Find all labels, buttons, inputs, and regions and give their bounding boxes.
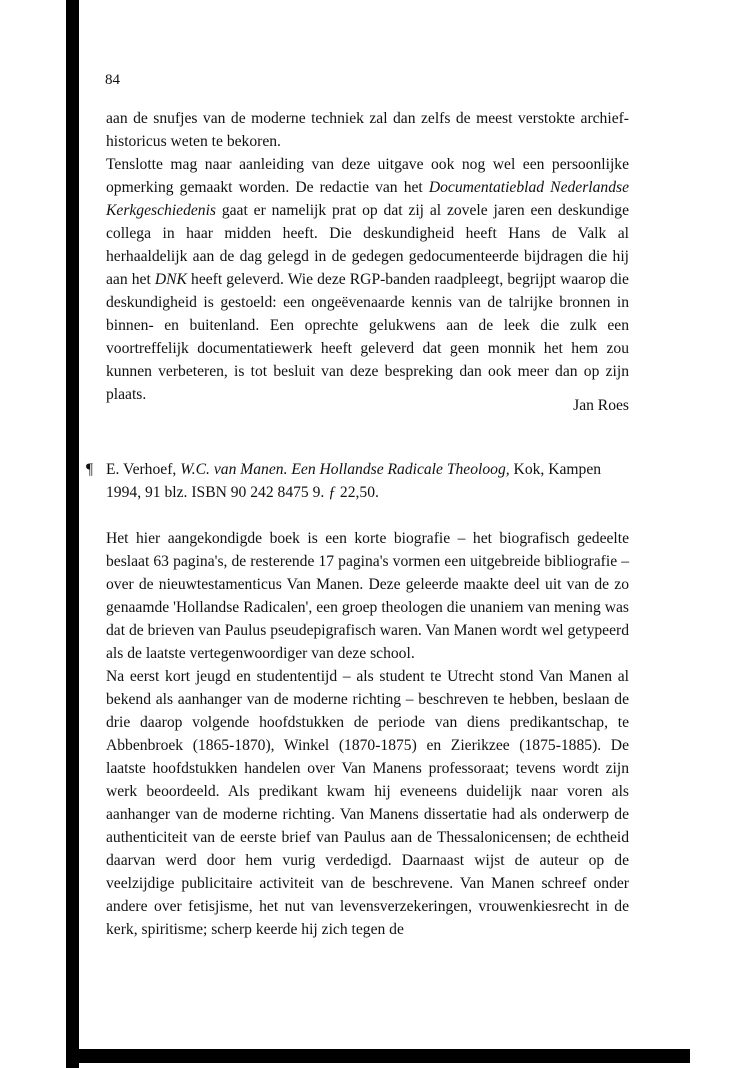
journal-title: Documentatieblad Nederlandse Kerkgeschiedenis (106, 179, 629, 219)
book-price: 22,50. (336, 484, 379, 501)
paragraph-2-text-c: heeft geleverd. Wie deze RGP-banden raadpleegt, begrijpt waarop die deskundigheid is gestoeld: een ongeëvenaarde kennis van de talrijke bronnen in binnen- en buitenland. Een oprechte gelukwens aan de leek die zulk een voortreffelijk documentatiewerk heeft geleverd dat geen monnik het hem zou kunnen verbeteren, is tot besluit van deze bespreking dan ook meer dan op zijn plaats. (106, 271, 629, 403)
page-number: 84 (105, 72, 120, 88)
previous-review (106, 107, 629, 406)
book-publisher: Kok, Kampen (509, 461, 602, 478)
journal-abbreviation: DNK (154, 271, 187, 288)
citation-line-1 (106, 458, 636, 481)
paragraph-2-text-b: gaat er namelijk prat op dat zij al zovele jaren een deskundige collega in haar midden heeft. Die deskundigheid heeft Hans de Valk al herhaaldelijk aan de dag gelegd in de gedegen gedocumenteerde bijdragen die hij aan het (106, 202, 629, 288)
previous-review-paragraph-1: aan de snufjes van de moderne techniek zal dan zelfs de meest verstokte archief-historicus weten te bekoren. (106, 110, 629, 150)
paragraph-2-text-a: Tenslotte mag naar aanleiding van deze uitgave ook nog wel een persoonlijke opmerking gemaakt worden. De redactie van het (106, 156, 629, 196)
book-details: 1994, 91 blz. ISBN 90 242 8475 9. (106, 484, 329, 501)
book-review (106, 527, 629, 941)
review-paragraph-2: Na eerst kort jeugd en studententijd – als student te Utrecht stond Van Manen al bekend als aanhanger van de moderne richting – beschreven te hebben, beslaan de drie daarop volgende hoofdstukken de periode van diens predikantschap, te Abbenbroek (1865-1870), Winkel (1870-1875) en Zierikzee (1875-1885). De laatste hoofdstukken handelen over Van Manens professoraat; tevens wordt zijn werk beoordeeld. Als predikant kwam hij eveneens duidelijk naar voren als aanhanger van de moderne richting. Van Manens dissertatie had als onderwerp de authenticiteit van de eerste brief van Paulus aan de Thessalonicensen; de echtheid daarvan werd door hem vurig verdedigd. Daarnaast wijst de auteur op de veelzijdige publicitaire activiteit van de beschrevene. Van Manen schreef onder andere over fetisjisme, het nut van levensverzekeringen, vrouwenkiesrecht in de kerk, spiritisme; scherp keerde hij zich tegen de (106, 668, 629, 938)
scan-margin-bottom-bar (66, 1049, 690, 1063)
reviewer-signature: Jan Roes (573, 397, 629, 414)
book-title: W.C. van Manen. Een Hollandse Radicale Theoloog, (180, 461, 510, 478)
book-author: E. Verhoef, (106, 461, 181, 478)
citation-line-2 (106, 481, 636, 504)
previous-review-paragraph-2 (106, 153, 629, 406)
review-paragraph-1: Het hier aangekondigde boek is een korte biografie – het biografisch gedeelte beslaat 63 pagina's, de resterende 17 pagina's vormen een uitgebreide bibliografie – over de nieuwtestamenticus Van Manen. Deze geleerde maakte deel uit van de zo genaamde 'Hollandse Radicalen', een groep theologen die unaniem van mening was dat de brieven van Paulus pseudepigrafisch waren. Van Manen wordt wel getypeerd als de laatste vertegenwoordiger van deze school. (106, 530, 629, 662)
price-symbol: ƒ (328, 484, 337, 501)
scan-margin-left-bar (66, 0, 79, 1068)
pilcrow-marker: ¶ (86, 461, 94, 478)
book-citation (106, 458, 636, 504)
